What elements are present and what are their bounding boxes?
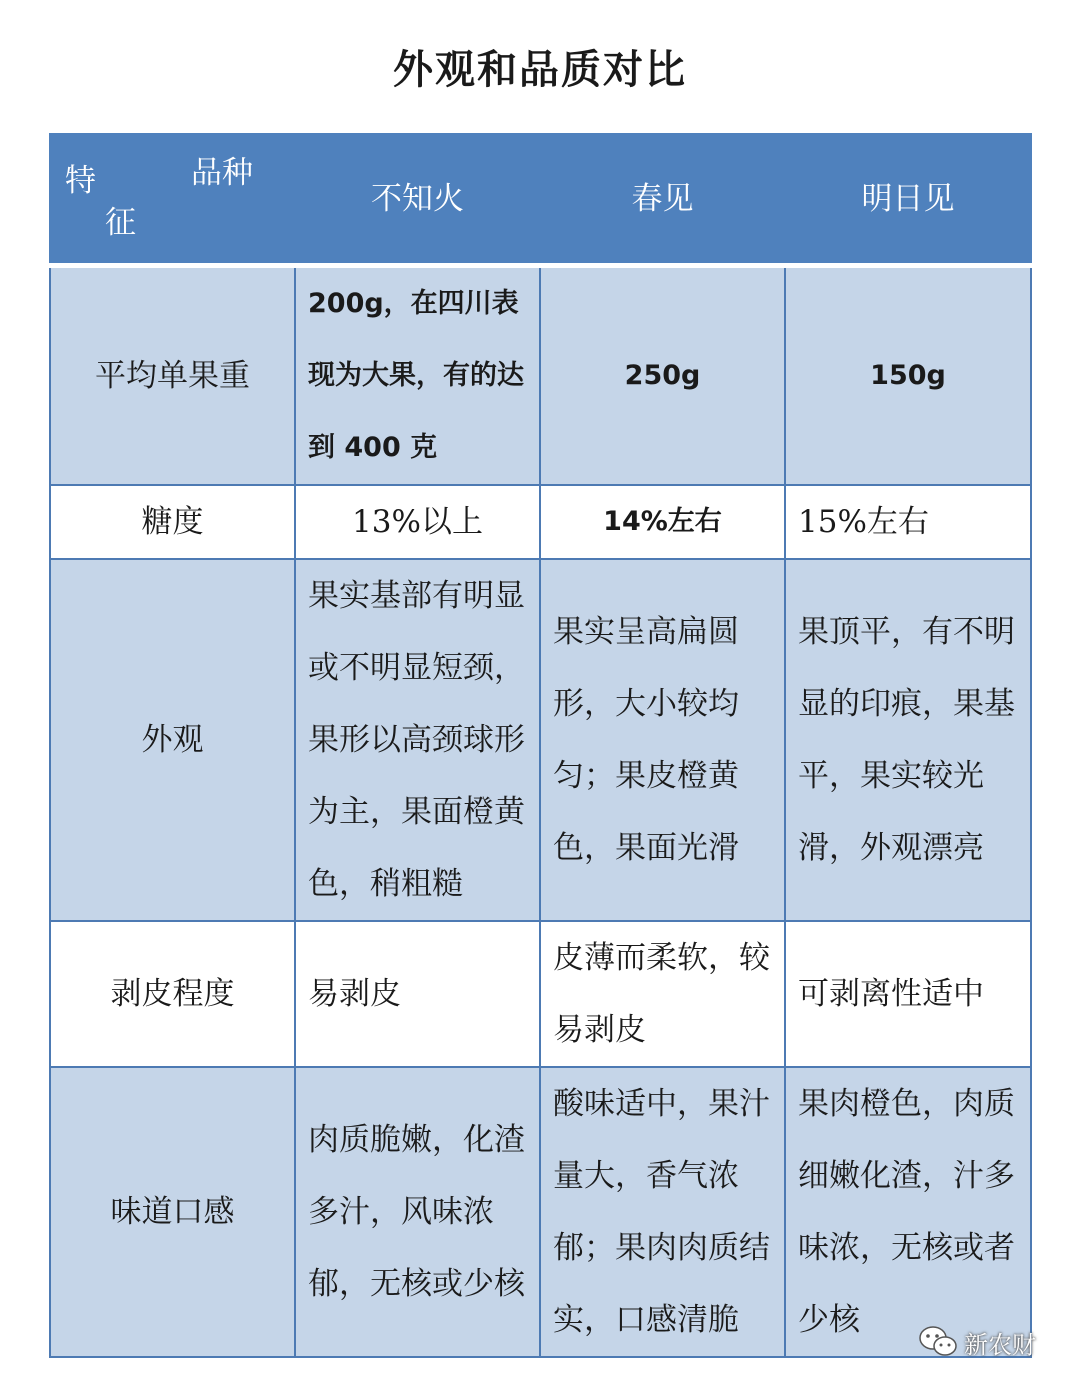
table-cell: 150g (785, 266, 1031, 486)
table-row (50, 1067, 1031, 1357)
table-row (50, 266, 1031, 486)
row-label: 味道口感 (50, 1067, 295, 1357)
table-cell: 250g (540, 266, 785, 486)
table-cell: 果实基部有明显或不明显短颈，果形以高颈球形为主，果面橙黄色，稍粗糙 (295, 559, 540, 921)
row-label: 外观 (50, 559, 295, 921)
table-header-row (50, 134, 1031, 266)
table-cell: 14%左右 (540, 485, 785, 559)
row-label: 剥皮程度 (50, 921, 295, 1067)
table-row (50, 485, 1031, 559)
watermark-text: 新农财 (964, 1330, 1036, 1359)
page-title: 外观和品质对比 (393, 47, 687, 93)
table-cell: 肉质脆嫩，化渣多汁，风味浓郁，无核或少核 (295, 1067, 540, 1357)
row-label: 平均单果重 (50, 266, 295, 486)
table-row (50, 559, 1031, 921)
header-corner-feature-1: 特 (65, 163, 96, 199)
row-label: 糖度 (50, 485, 295, 559)
table-cell: 可剥离性适中 (785, 921, 1031, 1067)
comparison-table (49, 133, 1032, 1358)
header-col-buzhihuo: 不知火 (295, 134, 540, 266)
table-cell: 酸味适中，果汁量大，香气浓郁；果肉肉质结实，口感清脆 (540, 1067, 785, 1357)
table-row (50, 921, 1031, 1067)
header-corner-feature-2: 征 (105, 205, 136, 241)
table-cell: 13%以上 (295, 485, 540, 559)
table-cell: 200g，在四川表现为大果，有的达到 400 克 (295, 266, 540, 486)
header-col-mingrijian: 明日见 (785, 134, 1031, 266)
table-cell: 果肉橙色，肉质细嫩化渣，汁多味浓，无核或者少核 (785, 1067, 1031, 1357)
header-corner-variety: 品种 (191, 155, 253, 191)
table-cell: 果实呈高扁圆形，大小较均匀；果皮橙黄色，果面光滑 (540, 559, 785, 921)
table-cell: 果顶平，有不明显的印痕，果基平，果实较光滑，外观漂亮 (785, 559, 1031, 921)
table-cell: 15%左右 (785, 485, 1031, 559)
watermark (918, 1322, 1036, 1362)
table-cell: 易剥皮 (295, 921, 540, 1067)
header-corner-cell (50, 134, 295, 266)
wechat-icon (918, 1325, 958, 1359)
header-col-chunjian: 春见 (540, 134, 785, 266)
table-cell: 皮薄而柔软，较易剥皮 (540, 921, 785, 1067)
